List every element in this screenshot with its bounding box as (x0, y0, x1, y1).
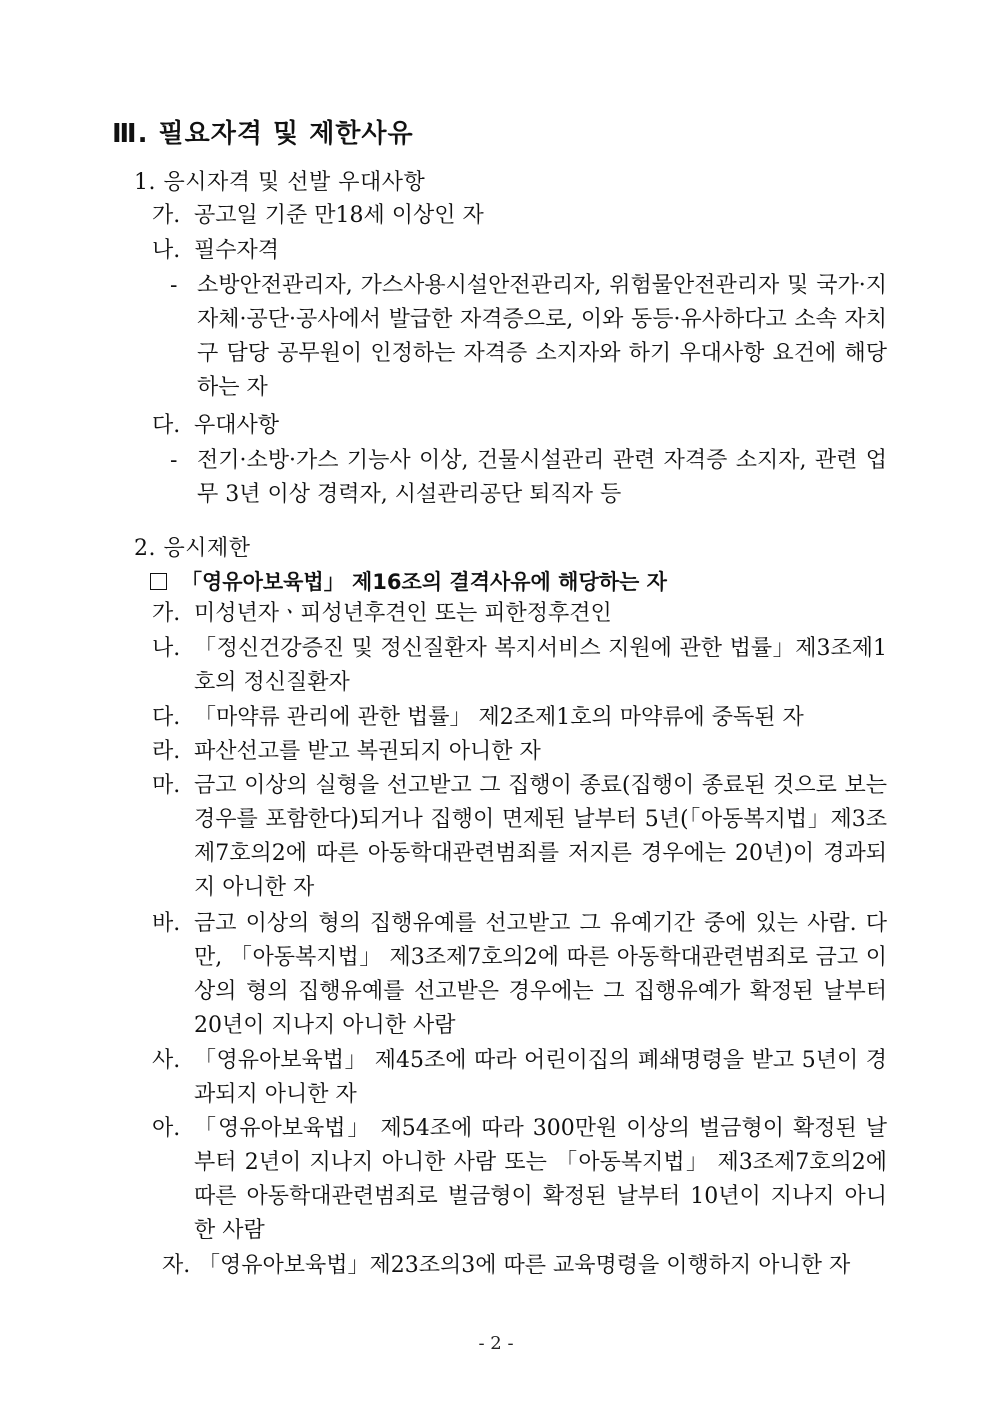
dash-marker: - (170, 448, 178, 473)
item-text: 파산선고를 받고 복권되지 아니한 자 (194, 739, 541, 764)
item-marker: 나. (152, 238, 181, 263)
item-marker: 마. (152, 773, 181, 798)
list-item-sa2 (152, 1044, 887, 1112)
item-marker: 자. (162, 1253, 191, 1278)
dash-marker: - (170, 273, 178, 298)
list-item-ra2 (152, 735, 887, 769)
dash-item-required (170, 269, 887, 405)
item-marker: 다. (152, 705, 181, 730)
dash-text: 전기·소방·가스 기능사 이상, 건물시설관리 관련 자격증 소지자, 관련 업무 3년 이상 경력자, 시설관리공단 퇴직자 등 (197, 448, 887, 507)
item-text: 우대사항 (194, 413, 280, 438)
item-marker: 다. (152, 413, 181, 438)
item-marker: 아. (152, 1116, 181, 1141)
list-item-a2 (152, 1112, 887, 1248)
item-marker: 가. (152, 203, 181, 228)
item-marker: 바. (152, 911, 181, 936)
item-text: 「마약류 관리에 관한 법률」 제2조제1호의 마약류에 중독된 자 (194, 705, 804, 730)
item-text: 「영유아보육법」 제54조에 따라 300만원 이상의 벌금형이 확정된 날부터 2년이 지나지 아니한 사람 또는 「아동복지법」 제3조제7호의2에 따른 아동학대관련범죄로 벌금형이 확정된 날부터 10년이 지나지 아니한 사람 (194, 1116, 887, 1243)
list-item-ga (152, 199, 887, 233)
item-marker: 나. (152, 636, 181, 661)
item-text: 「영유아보육법」 제45조에 따라 어린이집의 폐쇄명령을 받고 5년이 경과되지 아니한 자 (194, 1048, 887, 1107)
item-marker: 라. (152, 739, 181, 764)
item-text: 공고일 기준 만18세 이상인 자 (194, 203, 484, 228)
item-text: 「정신건강증진 및 정신질환자 복지서비스 지원에 관한 법률」제3조제1호의 정신질환자 (194, 636, 887, 695)
list-item-ga2 (152, 597, 887, 631)
box-item-text: 「영유아보육법」 제16조의 결격사유에 해당하는 자 (181, 570, 667, 594)
box-item (150, 566, 667, 596)
list-item-na (152, 234, 887, 268)
item-text: 금고 이상의 형의 집행유예를 선고받고 그 유예기간 중에 있는 사람. 다만, 「아동복지법」 제3조제7호의2에 따른 아동학대관련범죄로 금고 이상의 형의 집행유예를 선고받은 경우에는 그 집행유예가 확정된 날부터 20년이 지나지 아니한 사람 (194, 911, 887, 1038)
item-text: 필수자격 (194, 238, 280, 263)
list-item-ma2 (152, 769, 887, 905)
section2-title: 2. 응시제한 (134, 536, 251, 561)
list-item-da2 (152, 701, 887, 735)
list-item-da (152, 409, 887, 443)
page-number: - 2 - (478, 1333, 514, 1354)
item-text: 미성년자ㆍ피성년후견인 또는 피한정후견인 (194, 601, 612, 626)
item-text: 「영유아보육법」제23조의3에 따른 교육명령을 이행하지 아니한 자 (198, 1253, 851, 1278)
section1-title: 1. 응시자격 및 선발 우대사항 (134, 170, 426, 195)
item-marker: 사. (152, 1048, 181, 1073)
list-item-ba2 (152, 907, 887, 1043)
list-item-ja2 (162, 1249, 887, 1283)
dash-item-preferred (170, 444, 887, 512)
checkbox-square-icon (150, 573, 167, 590)
item-marker: 가. (152, 601, 181, 626)
section-heading: Ⅲ. 필요자격 및 제한사유 (112, 119, 414, 149)
dash-text: 소방안전관리자, 가스사용시설안전관리자, 위험물안전관리자 및 국가·지자체·공단·공사에서 발급한 자격증으로, 이와 동등·유사하다고 소속 자치구 담당 공무원이 인정하는 자격증 소지자와 하기 우대사항 요건에 해당하는 자 (197, 273, 887, 400)
list-item-na2 (152, 632, 887, 700)
item-text: 금고 이상의 실형을 선고받고 그 집행이 종료(집행이 종료된 것으로 보는 경우를 포함한다)되거나 집행이 면제된 날부터 5년(「아동복지법」제3조제7호의2에 따른 아동학대관련범죄를 저지른 경우에는 20년)이 경과되지 아니한 자 (194, 773, 887, 900)
